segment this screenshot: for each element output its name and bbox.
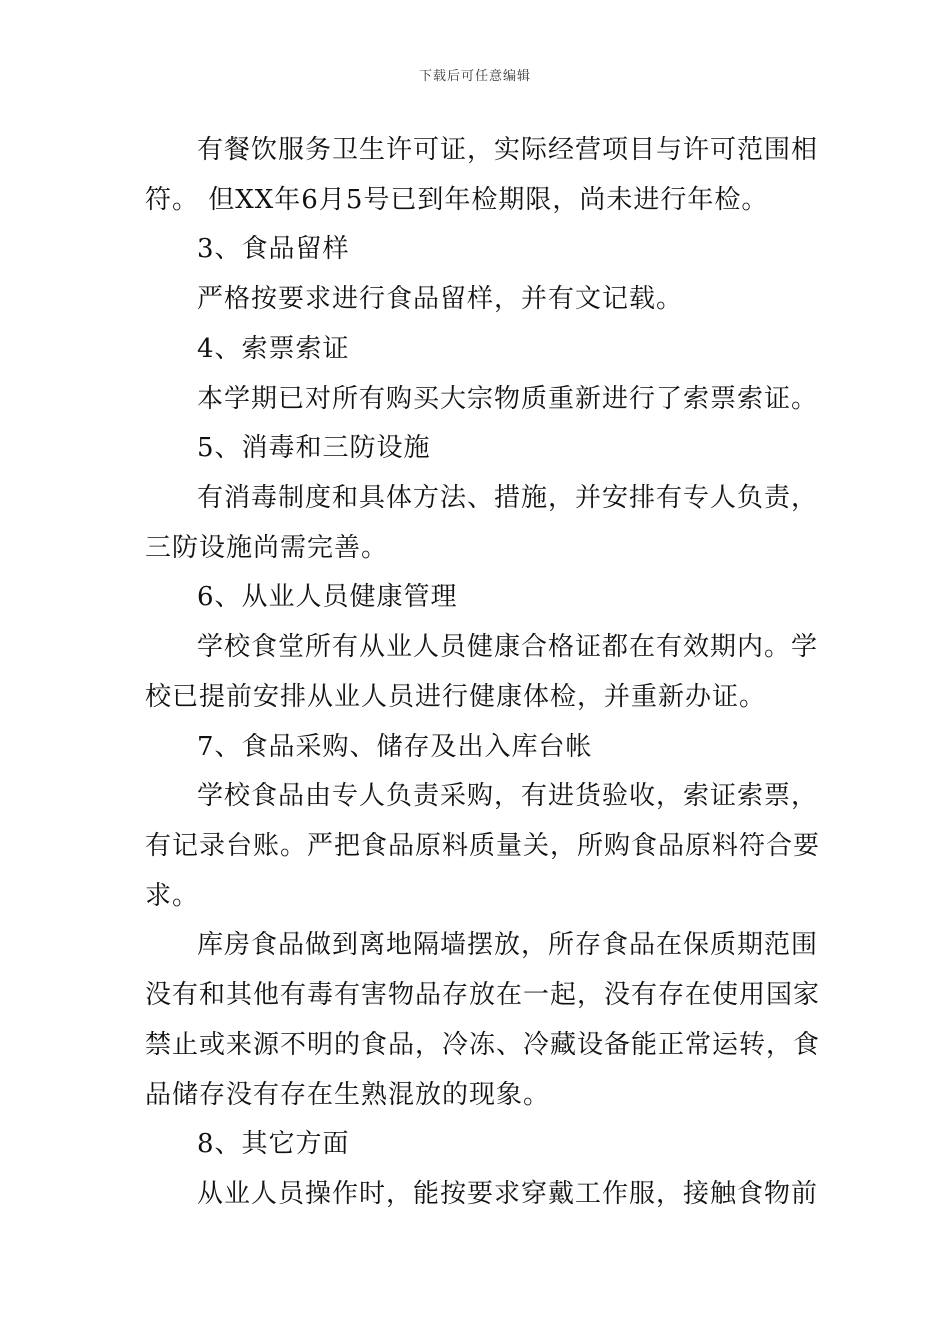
page-header: 下载后可任意编辑 bbox=[418, 69, 531, 84]
section-heading: 6、从业人员健康管理 bbox=[197, 582, 458, 612]
paragraph-line: 严格按要求进行食品留样，并有文记载。 bbox=[197, 284, 684, 314]
paragraph-line: 禁止或来源不明的食品，冷冻、冷藏设备能正常运转，食 bbox=[145, 1030, 821, 1060]
section-heading: 3、食品留样 bbox=[197, 234, 350, 264]
paragraph-line: 本学期已对所有购买大宗物质重新进行了索票索证。 bbox=[197, 384, 819, 414]
section-heading: 4、索票索证 bbox=[197, 334, 350, 364]
paragraph-line: 校已提前安排从业人员进行健康体检，并重新办证。 bbox=[145, 682, 767, 712]
paragraph-line: 库房食品做到离地隔墙摆放，所存食品在保质期范围 bbox=[197, 930, 819, 960]
paragraph-line: 没有和其他有毒有害物品存放在一起，没有存在使用国家 bbox=[145, 980, 821, 1010]
section-heading: 7、食品采购、储存及出入库台帐 bbox=[197, 732, 593, 762]
paragraph-line: 品储存没有存在生熟混放的现象。 bbox=[145, 1080, 551, 1110]
paragraph-line: 有消毒制度和具体方法、措施，并安排有专人负责， bbox=[197, 483, 819, 513]
paragraph-line: 学校食堂所有从业人员健康合格证都在有效期内。学 bbox=[197, 632, 819, 662]
paragraph-line: 有记录台账。严把食品原料质量关，所购食品原料符合要 bbox=[145, 831, 821, 861]
paragraph-line: 从业人员操作时，能按要求穿戴工作服，接触食物前 bbox=[197, 1179, 819, 1209]
section-heading: 8、其它方面 bbox=[197, 1129, 350, 1159]
paragraph-line: 学校食品由专人负责采购，有进货验收，索证索票， bbox=[197, 781, 819, 811]
paragraph-line: 求。 bbox=[145, 881, 200, 911]
paragraph-line: 符。 但XX年6月5号已到年检期限，尚未进行年检。 bbox=[145, 185, 769, 215]
section-heading: 5、消毒和三防设施 bbox=[197, 433, 431, 463]
paragraph-line: 有餐饮服务卫生许可证，实际经营项目与许可范围相 bbox=[197, 135, 819, 165]
paragraph-line: 三防设施尚需完善。 bbox=[145, 533, 389, 563]
